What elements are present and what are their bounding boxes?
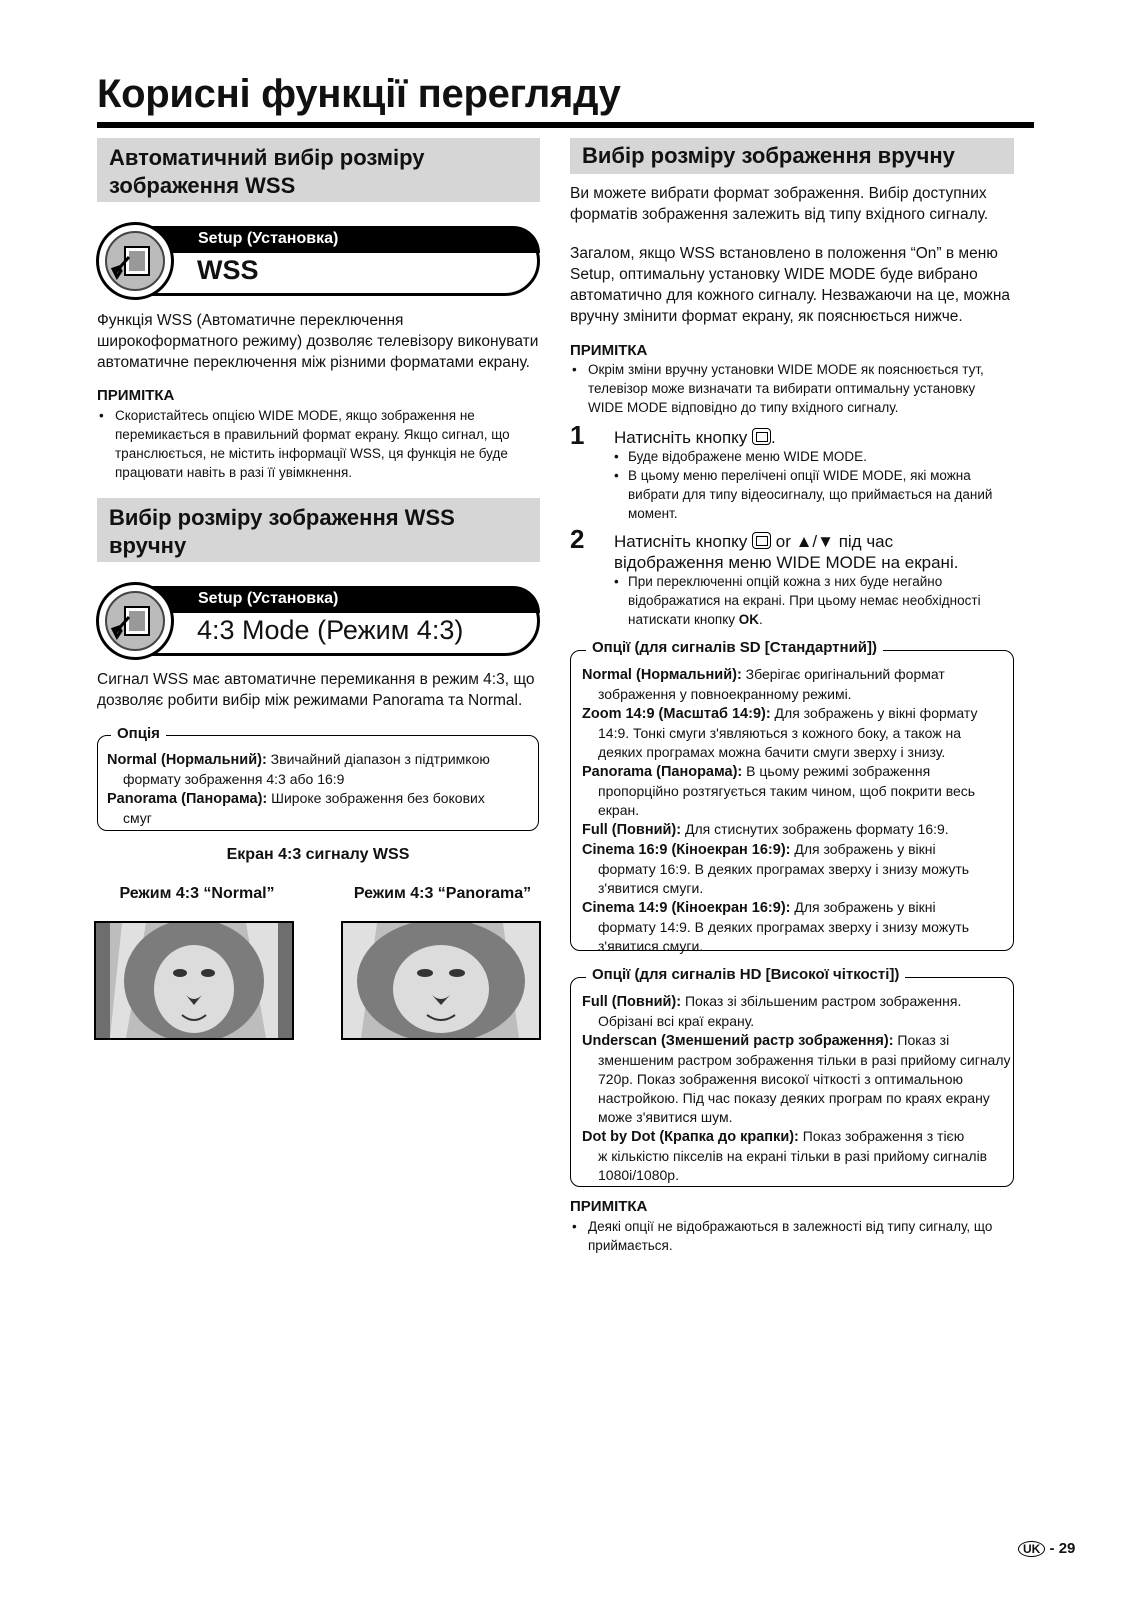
43-mode-description — [97, 669, 542, 711]
section-header-auto-wss — [97, 138, 540, 202]
hd-option-underscan — [582, 1031, 1012, 1127]
manual-size-intro — [570, 183, 1020, 225]
setup-badge-wss — [96, 222, 540, 300]
option-desc: Показ зі — [893, 1032, 950, 1048]
text-line: відображатися на екрані. При цьому немає необхідності — [628, 593, 981, 608]
text-line: Функція WSS (Автоматичне переключення — [97, 312, 404, 329]
caption-normal: Режим 4:3 “Normal” — [119, 885, 275, 902]
text-line: перемикається в правильний формат екрану. Якщо сигнал, що — [115, 427, 510, 442]
option-desc-cont: з'явитися смуги. — [598, 938, 704, 954]
badge-item-label: WSS — [197, 255, 259, 285]
setup-tool-icon — [96, 222, 174, 300]
option-term: Panorama (Панорама): — [107, 791, 268, 807]
text-line: автоматичне переключення між різними форматами екрану. — [97, 354, 530, 371]
step-instruction: Натисніть кнопку — [614, 532, 748, 551]
note-list — [570, 1217, 1020, 1255]
option-desc: Широке зображення без бокових — [267, 790, 485, 806]
setup-badge-43-mode — [96, 582, 540, 660]
option-desc: Звичайний діапазон з підтримкою — [266, 751, 490, 767]
text-line: Сигнал WSS має автоматичне перемикання в режим 4:3, що — [97, 671, 535, 688]
option-panorama — [107, 789, 532, 809]
step-punct: . — [771, 428, 776, 447]
option-term: Cinema 16:9 (Кіноекран 16:9): — [582, 842, 791, 858]
option-desc-cont: 1080i/1080p. — [598, 1167, 679, 1183]
text-line: Буде відображене меню WIDE MODE. — [628, 449, 867, 464]
hd-options-legend: Опції (для сигналів HD [Високої чіткості]) — [586, 966, 905, 983]
badge-top-bar — [136, 586, 540, 613]
sub-item — [614, 466, 1014, 523]
step-line: відображення меню WIDE MODE на екрані. — [614, 553, 959, 572]
note-item — [570, 1217, 1020, 1255]
wide-mode-button-icon — [752, 532, 771, 549]
note-title: ПРИМІТКА — [97, 387, 175, 404]
text-line: широкоформатного режиму) дозволяє телевізору виконувати — [97, 333, 539, 350]
hd-option-full — [582, 992, 1012, 1031]
sd-option-zoom — [582, 704, 1012, 762]
step-instruction: Натисніть кнопку — [614, 428, 748, 447]
text-line: Загалом, якщо WSS встановлено в положення “On” в меню — [570, 245, 998, 262]
page-separator: - — [1045, 1540, 1059, 1557]
sub-item — [614, 572, 1014, 629]
text-line: форматів зображення залежить від типу вхідного сигналу. — [570, 206, 989, 223]
bullet: • — [99, 408, 104, 423]
badge-item-label: 4:3 Mode (Режим 4:3) — [197, 615, 464, 645]
step2-text — [614, 531, 1024, 573]
caption-panorama: Режим 4:3 “Panorama” — [353, 885, 532, 902]
option-desc-cont: 720p. Показ зображення високої чіткості з оптимальною — [598, 1071, 964, 1087]
badge-top-bar — [136, 226, 540, 253]
note-title: ПРИМІТКА — [570, 1198, 648, 1215]
option-desc-cont: деяких програмах можна бачити смуги зверху і знизу. — [598, 744, 946, 760]
option-desc-cont: зображення у повноекранному режимі. — [598, 686, 852, 702]
option-term: Panorama (Панорама): — [582, 764, 743, 780]
option-term: Normal (Нормальний): — [107, 752, 267, 768]
option-normal — [107, 750, 532, 770]
text-line: приймається. — [588, 1238, 673, 1253]
option-list — [107, 750, 532, 828]
option-desc-cont: настройкою. Під час показу деяких програм по краях екрану — [598, 1090, 990, 1106]
sd-option-cinema-149 — [582, 898, 1012, 956]
manual-size-para2 — [570, 243, 1020, 327]
option-desc: В цьому режимі зображення — [742, 763, 931, 779]
text-line: момент. — [628, 506, 678, 521]
bullet: • — [614, 574, 619, 589]
option-term: Full (Повний): — [582, 822, 682, 838]
wss-description — [97, 310, 542, 373]
sd-option-full — [582, 820, 1012, 840]
region-badge: UK — [1018, 1541, 1045, 1557]
section-title-line2: зображення WSS — [109, 173, 296, 198]
note-item — [570, 360, 1020, 417]
step-number: 2 — [570, 524, 585, 554]
section-header-manual-wss — [97, 498, 540, 562]
bullet: • — [572, 1219, 577, 1234]
sd-option-normal — [582, 665, 1012, 704]
lion-image-panorama — [341, 921, 541, 1040]
option-desc-cont: формату 16:9. В деяких програмах зверху і знизу можуть — [598, 861, 970, 877]
text-line: Деякі опції не відображаються в залежності від типу сигналу, що — [588, 1219, 993, 1234]
step-number: 1 — [570, 420, 585, 450]
option-desc-cont: ж кількістю пікселів на екрані тільки в разі прийому сигналів — [598, 1148, 988, 1164]
option-term: Underscan (Зменшений растр зображення): — [582, 1033, 894, 1049]
title-rule — [97, 122, 1034, 128]
badge-setup-label: Setup (Установка) — [198, 230, 339, 247]
option-term: Zoom 14:9 (Масштаб 14:9): — [582, 706, 771, 722]
section-title-line2: вручну — [109, 533, 187, 558]
lion-image-normal — [94, 921, 294, 1040]
option-desc-cont: смуг — [123, 810, 152, 826]
hd-option-dot-by-dot — [582, 1127, 1012, 1185]
option-desc-cont: формату зображення 4:3 або 16:9 — [123, 771, 345, 787]
page-title: Корисні функції перегляду — [97, 72, 621, 116]
text-line: Ви можете вибрати формат зображення. Вибір доступних — [570, 185, 987, 202]
ok-key-label: OK — [738, 612, 760, 627]
option-desc-cont: Обрізані всі краї екрану. — [598, 1013, 755, 1029]
text-line: вибрати для типу відеосигналу, що приймається на даний — [628, 487, 993, 502]
badge-setup-label: Setup (Установка) — [198, 590, 339, 607]
page-number: 29 — [1058, 1540, 1076, 1557]
screen-caption: Екран 4:3 сигналу WSS — [226, 846, 410, 863]
text-line: Setup, оптимальну установку WIDE MODE буде вибрано — [570, 266, 978, 283]
option-desc: Зберігає оригінальний формат — [741, 666, 945, 682]
sub-item — [614, 447, 1014, 466]
text-line: В цьому меню перелічені опції WIDE MODE, які можна — [628, 468, 971, 483]
option-desc-cont: з'явитися смуги. — [598, 880, 704, 896]
section-title-line1: Автоматичний вибір розміру — [109, 145, 425, 170]
option-term: Cinema 14:9 (Кіноекран 16:9): — [582, 900, 791, 916]
note-list — [97, 406, 542, 482]
text-line: натискати кнопку OK. — [628, 612, 763, 627]
note-item — [97, 406, 542, 482]
text-line: автоматично для кожного сигналу. Незважаючи на це, можна — [570, 287, 1011, 304]
option-desc: Для зображень у вікні — [790, 841, 936, 857]
text-part: натискати кнопку — [628, 612, 736, 627]
text-line: При переключенні опцій кожна з них буде негайно — [628, 574, 943, 589]
text-line: вручну змінити формат екрану, як пояснюється нижче. — [570, 308, 963, 325]
option-desc-cont: може з'явитися шум. — [598, 1109, 733, 1125]
text-line: телевізор може визначати та вибирати оптимальну установку — [588, 381, 976, 396]
section-title-line1: Вибір розміру зображення WSS — [109, 505, 455, 530]
section-header-manual-size: Вибір розміру зображення вручну — [570, 138, 1014, 174]
option-desc: Для зображень у вікні — [790, 899, 936, 915]
sd-option-cinema-169 — [582, 840, 1012, 898]
sd-options-legend: Опції (для сигналів SD [Стандартний]) — [586, 639, 883, 656]
step1-text — [614, 427, 776, 448]
option-box-legend: Опція — [111, 725, 166, 742]
setup-tool-icon — [96, 582, 174, 660]
option-desc: Для стиснутих зображень формату 16:9. — [681, 821, 949, 837]
option-desc-cont: пропорційно розтягується таким чином, щоб покрити весь — [598, 783, 976, 799]
option-desc-cont: екран. — [598, 802, 640, 818]
bullet: • — [572, 362, 577, 377]
wide-mode-button-icon — [752, 428, 771, 445]
option-desc-cont: формату 14:9. В деяких програмах зверху і знизу можуть — [598, 919, 970, 935]
option-term: Full (Повний): — [582, 994, 682, 1010]
step2-subitems — [614, 572, 1014, 629]
text-line: працювати навіть в разі її увімкнення. — [115, 465, 353, 480]
text-line: дозволяє робити вибір між режимами Panorama та Normal. — [97, 692, 523, 709]
step1-subitems — [614, 447, 1014, 523]
option-desc: Для зображень у вікні формату — [770, 705, 978, 721]
bullet: • — [614, 468, 619, 483]
bullet: • — [614, 449, 619, 464]
option-desc: Показ зображення з тією — [798, 1128, 965, 1144]
note-title: ПРИМІТКА — [570, 342, 648, 359]
text-line: Окрім зміни вручну установки WIDE MODE як пояснюється тут, — [588, 362, 984, 377]
option-term: Normal (Нормальний): — [582, 667, 742, 683]
text-line: транслюється, не містить інформації WSS, ця функція не буде — [115, 446, 508, 461]
option-desc-cont: 14:9. Тонкі смуги з'являються з кожного боку, а також на — [598, 725, 962, 741]
hd-option-list — [582, 992, 1012, 1185]
text-line: Скористайтесь опцією WIDE MODE, якщо зображення не — [115, 408, 475, 423]
option-desc: Показ зі збільшеним растром зображення. — [681, 993, 962, 1009]
page-footer — [1018, 1540, 1075, 1557]
step-instruction: or ▲/▼ під час — [771, 532, 894, 551]
option-term: Dot by Dot (Крапка до крапки): — [582, 1129, 799, 1145]
note-list — [570, 360, 1020, 417]
sd-option-list — [582, 665, 1012, 956]
sd-option-panorama — [582, 762, 1012, 820]
step-line — [614, 531, 1024, 552]
text-line: WIDE MODE відповідно до типу вхідного сигналу. — [588, 400, 899, 415]
option-desc-cont: зменшеним растром зображення тільки в разі прийому сигналу — [598, 1052, 1011, 1068]
